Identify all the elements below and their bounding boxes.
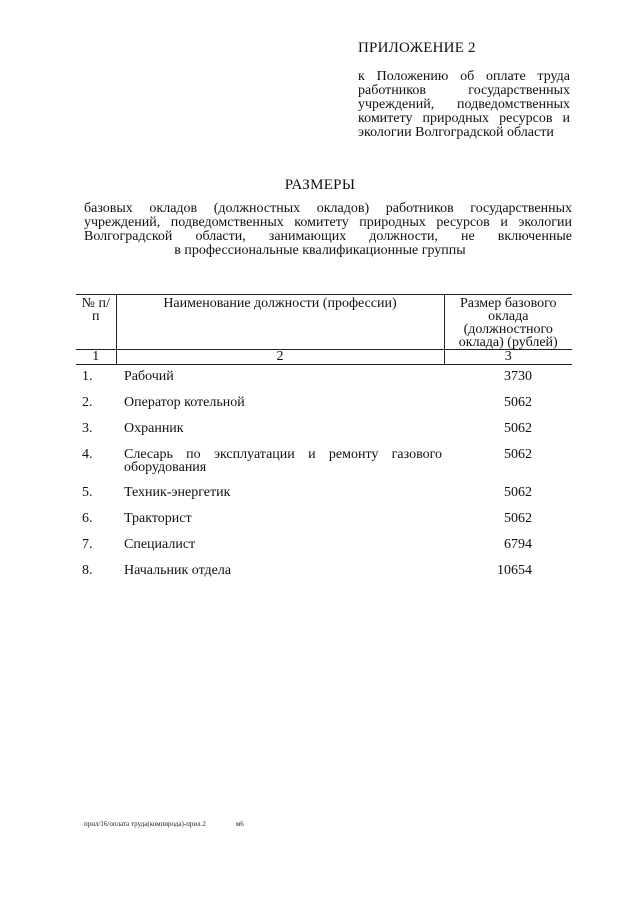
row-salary: 6794 xyxy=(504,537,532,552)
document-title: РАЗМЕРЫ xyxy=(284,177,356,193)
row-number: 6. xyxy=(82,511,93,526)
row-position: Оператор котельной xyxy=(124,395,245,410)
row-number: 2. xyxy=(82,395,93,410)
footer-mark: м6 xyxy=(235,820,244,828)
row-position: Охранник xyxy=(124,421,184,436)
row-position: Тракторист xyxy=(124,511,192,526)
table-column-numbers-row xyxy=(76,350,572,365)
row-position: Техник-энергетик xyxy=(124,485,231,500)
row-number: 4. xyxy=(82,447,93,462)
header-number: № п/п xyxy=(81,296,110,324)
appendix-reference: к Положению об оплате труда работников государственных учреждений, подведомственных комитету природных ресурсов и экологии Волгоградской области xyxy=(358,69,570,140)
document-subtitle: базовых окладов (должностных окладов) работников государственных учреждений, подведомственных комитету природных ресурсов и экологии Волгоградской области, занимающих должности, не включенные xyxy=(84,201,572,244)
row-number: 8. xyxy=(82,563,93,578)
row-salary: 5062 xyxy=(504,395,532,410)
column-number-2: 2 xyxy=(116,350,444,365)
salary-table-header xyxy=(76,294,572,365)
row-salary: 10654 xyxy=(497,563,532,578)
row-salary: 3730 xyxy=(504,369,532,384)
row-salary: 5062 xyxy=(504,421,532,436)
row-salary: 5062 xyxy=(504,485,532,500)
row-salary: 5062 xyxy=(504,447,532,462)
table-header-row xyxy=(76,295,572,350)
row-salary: 5062 xyxy=(504,511,532,526)
header-salary: Размер базового оклада (должностного оклада) (рублей) xyxy=(444,295,572,350)
footer-file-reference xyxy=(84,820,244,828)
row-position: Начальник отдела xyxy=(124,563,232,578)
appendix-heading: ПРИЛОЖЕНИЕ 2 xyxy=(358,40,476,56)
row-position: Слесарь по эксплуатации и ремонту газового оборудования xyxy=(124,447,442,475)
row-number: 5. xyxy=(82,485,93,500)
document-subtitle-last-line: в профессиональные квалификационные группы xyxy=(174,243,466,258)
header-position: Наименование должности (профессии) xyxy=(116,295,444,350)
row-number: 3. xyxy=(82,421,93,436)
row-position: Специалист xyxy=(124,537,196,552)
row-number: 7. xyxy=(82,537,93,552)
footer-path: прил/16/оплата труда(компирода)-прил.2 xyxy=(84,820,206,828)
row-number: 1. xyxy=(82,369,93,384)
row-position: Рабочий xyxy=(124,369,174,384)
column-number-1: 1 xyxy=(76,350,116,365)
column-number-3: 3 xyxy=(444,350,572,365)
